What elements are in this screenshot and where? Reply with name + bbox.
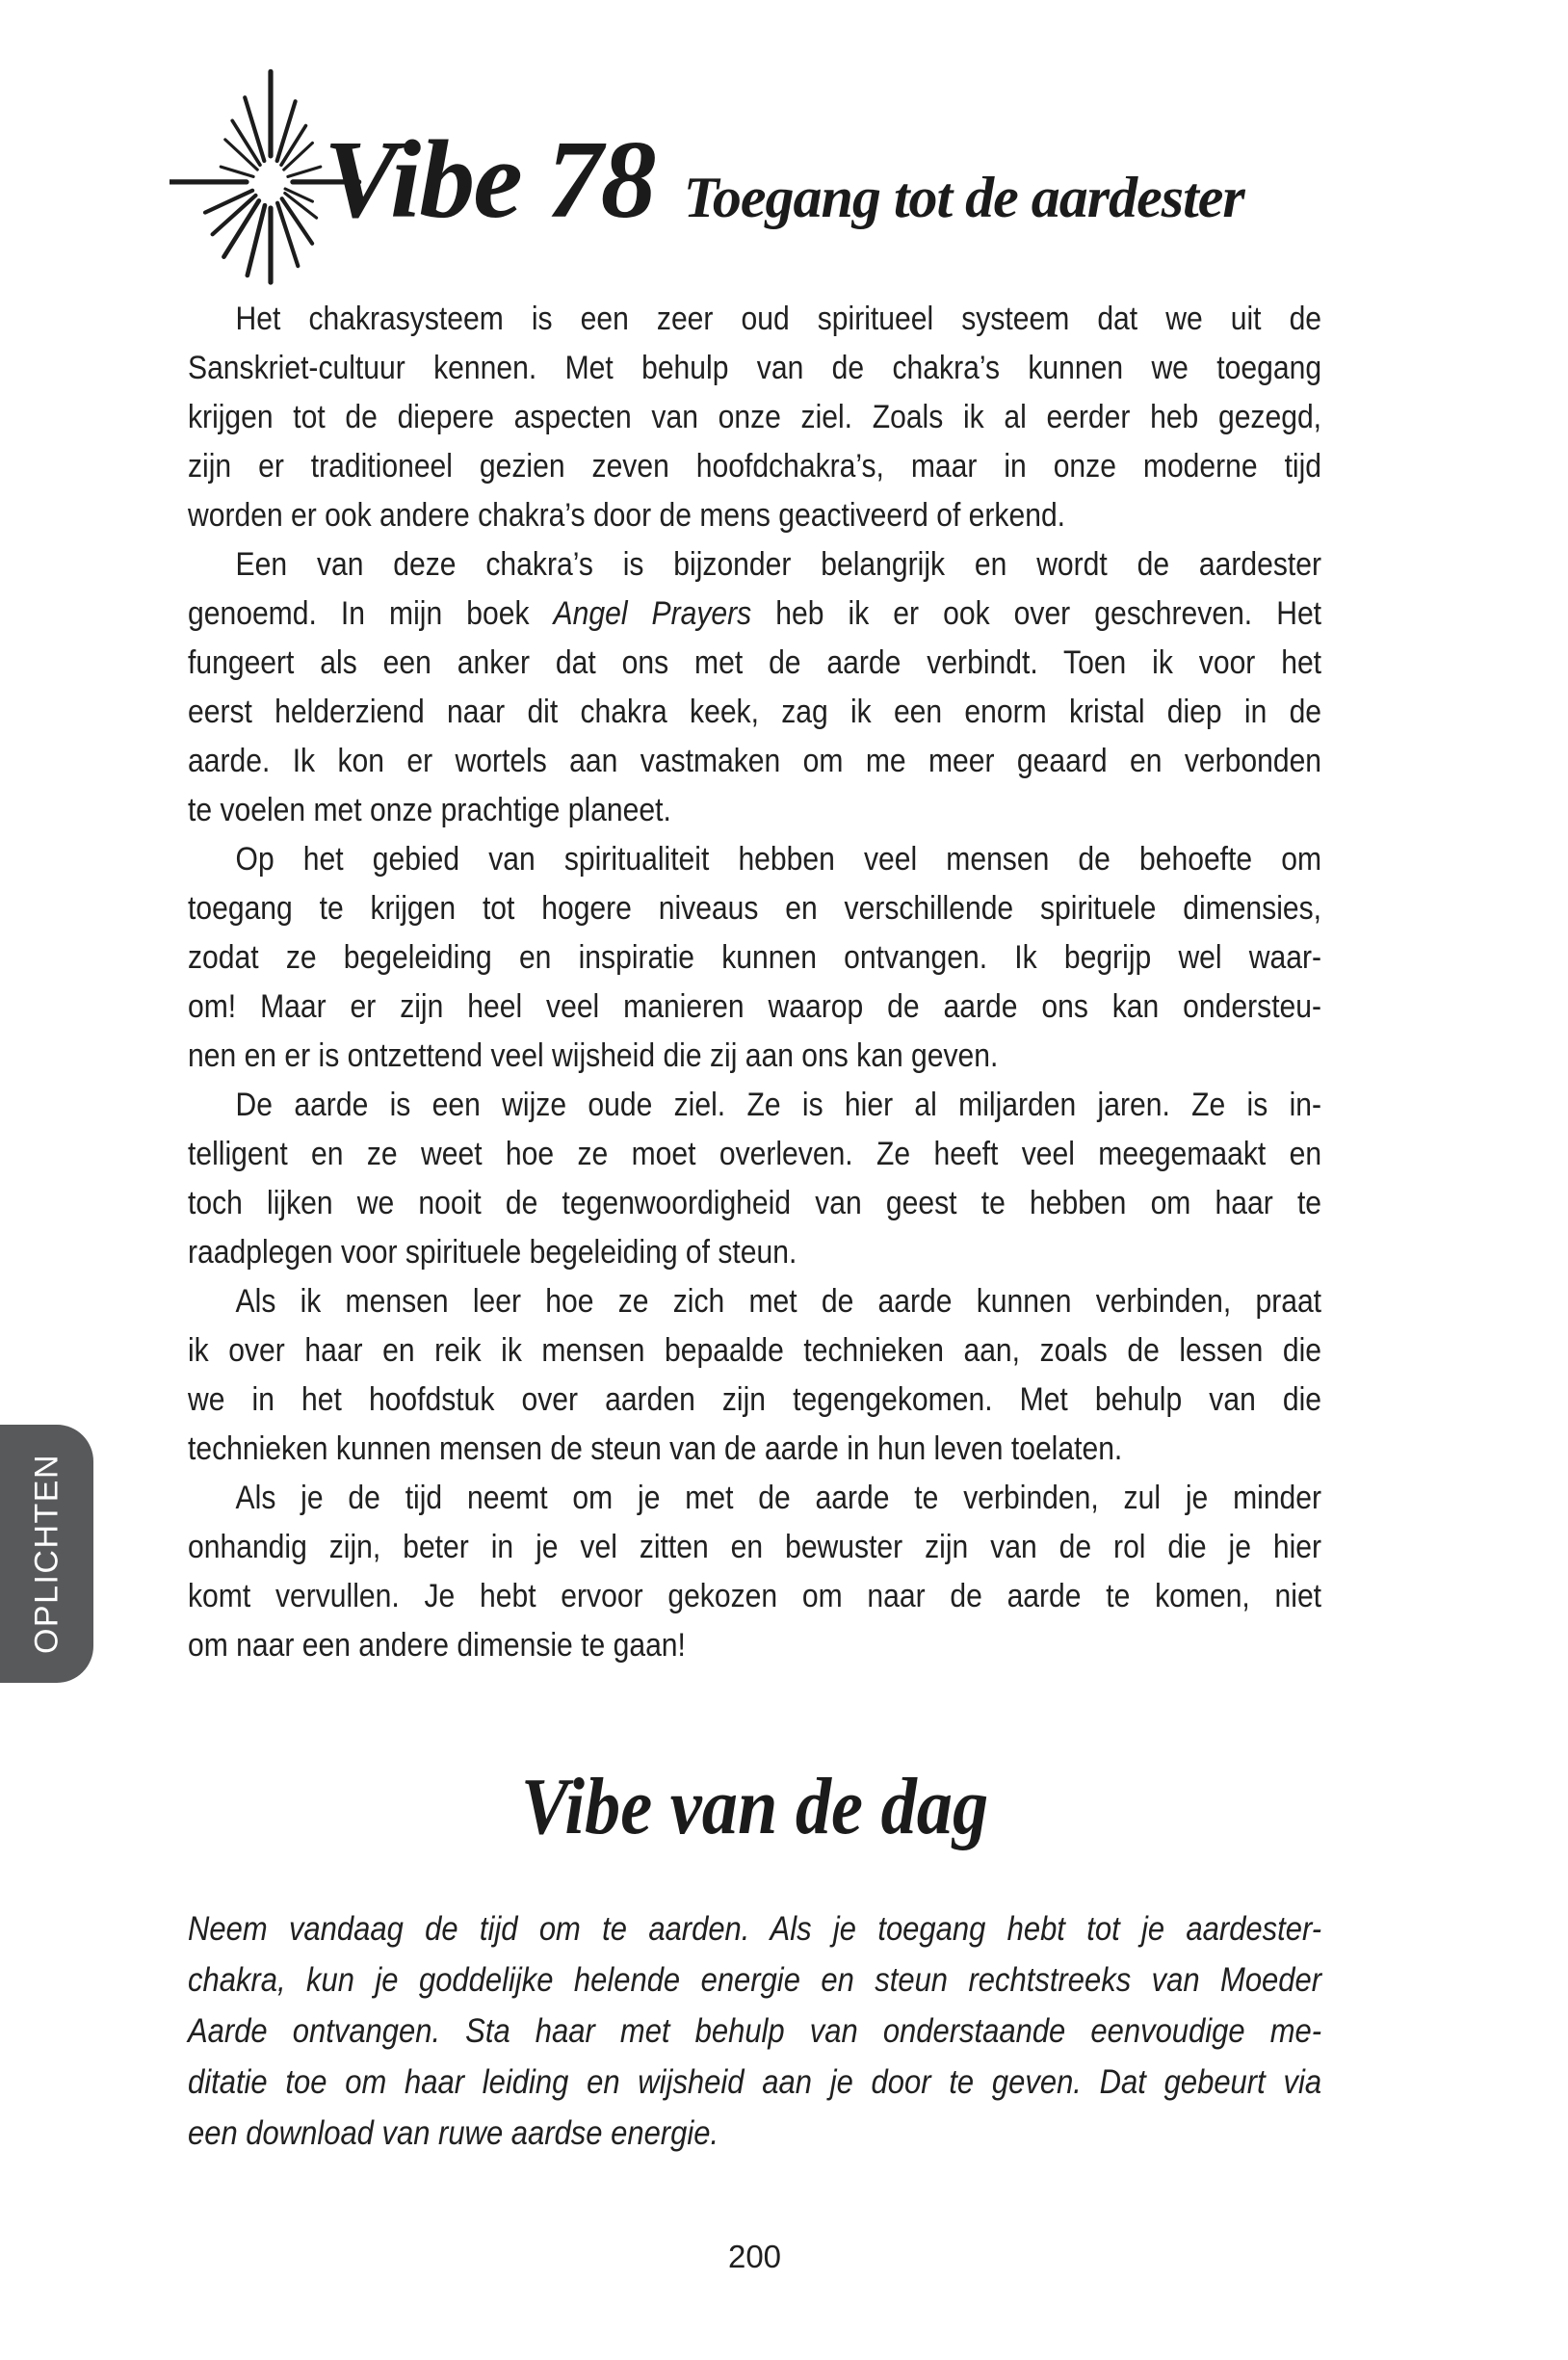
text-line: De aarde is een wijze oude ziel. Ze is hier al miljarden jaren. Ze is in- — [235, 1087, 1322, 1123]
paragraph — [188, 540, 1321, 835]
text-line: ik over haar en reik ik mensen bepaalde technieken aan, zoals de lessen die — [188, 1332, 1322, 1369]
text-line: onhandig zijn, beter in je vel zitten en bewuster zijn van de rol die je hier — [188, 1529, 1322, 1565]
paragraph — [188, 295, 1321, 540]
chapter-tab — [0, 1425, 93, 1683]
text-line: raadplegen voor spirituele begeleiding of steun. — [188, 1234, 797, 1271]
text-line: Een van deze chakra’s is bijzonder belangrijk en wordt de aardester — [235, 546, 1322, 583]
text-line: Sanskriet-cultuur kennen. Met behulp van de chakra’s kunnen we toegang — [188, 350, 1322, 386]
text-line: Aarde ontvangen. Sta haar met behulp van onderstaande eenvoudige me- — [188, 2012, 1322, 2050]
text-line: krijgen tot de diepere aspecten van onze ziel. Zoals ik al eerder heb gezegd, — [188, 399, 1322, 435]
paragraph — [188, 1474, 1321, 1670]
text-line: worden er ook andere chakra’s door de mens geactiveerd of erkend. — [188, 497, 1066, 534]
text-line: we in het hoofdstuk over aarden zijn tegengekomen. Met behulp van die — [188, 1381, 1322, 1418]
paragraph — [188, 1081, 1321, 1277]
text-line: Het chakrasysteem is een zeer oud spiritueel systeem dat we uit de — [235, 301, 1322, 337]
text-line: ditatie toe om haar leiding en wijsheid aan je door te geven. Dat gebeurt via — [188, 2063, 1322, 2101]
chapter-tab-label: OPLICHTEN — [28, 1453, 65, 1655]
text-line: genoemd. In mijn boek Angel Prayers heb ik er ook over geschreven. Het — [188, 595, 1322, 632]
text-line: nen en er is ontzettend veel wijsheid die zij aan ons kan geven. — [188, 1037, 999, 1074]
vibe-of-day-heading: Vibe van de dag — [520, 1762, 989, 1851]
text-line: chakra, kun je goddelijke helende energie en steun rechtstreeks van Moeder — [188, 1961, 1322, 1999]
text-line: om! Maar er zijn heel veel manieren waarop de aarde ons kan ondersteu- — [188, 988, 1322, 1025]
text-line: aarde. Ik kon er wortels aan vastmaken om me meer geaard en verbonden — [188, 743, 1322, 779]
body-text — [188, 295, 1321, 1670]
text-line: eerst helderziend naar dit chakra keek, zag ik een enorm kristal diep in de — [188, 694, 1322, 730]
text-line: toch lijken we nooit de tegenwoordigheid van geest te hebben om haar te — [188, 1185, 1322, 1221]
text-line: komt vervullen. Je hebt ervoor gekozen om naar de aarde te komen, niet — [188, 1578, 1322, 1614]
text-line: te voelen met onze prachtige planeet. — [188, 792, 671, 828]
page-number: 200 — [727, 2239, 782, 2274]
text-line: telligent en ze weet hoe ze moet overleven. Ze heeft veel meegemaakt en — [188, 1136, 1322, 1172]
text-line: Op het gebied van spiritualiteit hebben veel mensen de behoefte om — [235, 841, 1322, 878]
text-line: fungeert als een anker dat ons met de aarde verbindt. Toen ik voor het — [188, 644, 1322, 681]
text-line: een download van ruwe aardse energie. — [188, 2114, 719, 2152]
vibe-number-label: Vibe 78 — [324, 118, 655, 242]
text-line: om naar een andere dimensie te gaan! — [188, 1627, 686, 1664]
text-line: Als ik mensen leer hoe ze zich met de aarde kunnen verbinden, praat — [235, 1283, 1322, 1320]
text-line: Als je de tijd neemt om je met de aarde te verbinden, zul je minder — [235, 1480, 1322, 1516]
paragraph — [188, 1277, 1321, 1474]
text-line: technieken kunnen mensen de steun van de aarde in hun leven toelaten. — [188, 1430, 1123, 1467]
page-title: Toegang tot de aardester — [683, 166, 1244, 229]
chapter-header — [324, 114, 1244, 248]
text-column — [188, 295, 1321, 2159]
text-line: zijn er traditioneel gezien zeven hoofdchakra’s, maar in onze moderne tijd — [188, 448, 1322, 485]
vibe-of-day-text — [188, 1903, 1321, 2159]
text-line: zodat ze begeleiding en inspiratie kunnen ontvangen. Ik begrijp wel waar- — [188, 939, 1322, 976]
text-line: toegang te krijgen tot hogere niveaus en verschillende spirituele dimensies, — [188, 890, 1322, 927]
paragraph — [188, 1903, 1321, 2159]
paragraph — [188, 835, 1321, 1081]
text-line: Neem vandaag de tijd om te aarden. Als je toegang hebt tot je aardester- — [188, 1910, 1322, 1948]
